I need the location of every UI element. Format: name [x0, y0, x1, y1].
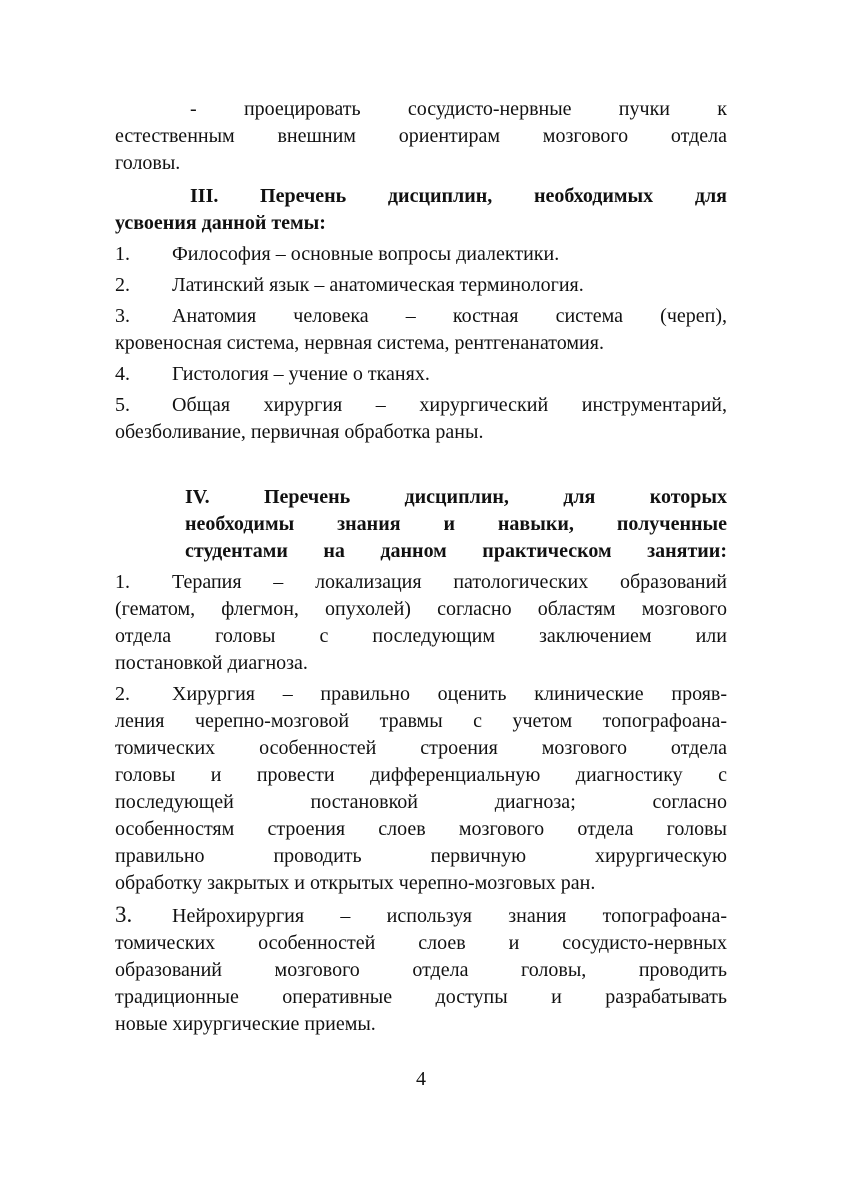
- list-item: [115, 241, 727, 268]
- item-line: отдела головы с последующим заключением или: [115, 625, 727, 647]
- section-3: [115, 183, 727, 446]
- document-page: [115, 96, 727, 1038]
- item-line: ления черепно-мозговой травмы с учетом топографоана-: [115, 710, 727, 732]
- section-4: [115, 484, 727, 1038]
- list-item: [115, 392, 727, 446]
- item-text: Философия – основные вопросы диалектики.: [172, 243, 560, 265]
- item-text: Нейрохирургия – используя знания топографоана-: [172, 905, 727, 927]
- intro-line-1: - проецировать сосудисто-нервные пучки к: [190, 98, 727, 120]
- item-number: 4.: [115, 363, 130, 385]
- item-number: 5.: [115, 394, 130, 416]
- section-4-list: [115, 569, 727, 1038]
- list-item: [115, 569, 727, 677]
- item-first-line: [115, 303, 727, 330]
- item-text: Гистология – учение о тканях.: [172, 363, 430, 385]
- list-item: [115, 303, 727, 357]
- section-3-list: [115, 241, 727, 446]
- intro-line-2: естественным внешним ориентирам мозгового отдела: [115, 125, 727, 147]
- item-first-line: [115, 901, 727, 930]
- item-first-line: [115, 272, 727, 299]
- item-number: 1.: [115, 571, 130, 593]
- list-item: [115, 361, 727, 388]
- section-4-heading-line-3: студентами на данном практическом занятии:: [185, 540, 727, 562]
- item-line: томических особенностей слоев и сосудисто-нервных: [115, 932, 727, 954]
- item-text: Хирургия – правильно оценить клинические прояв-: [172, 683, 727, 705]
- item-line: особенностям строения слоев мозгового отдела головы: [115, 818, 727, 840]
- item-number: 3.: [115, 902, 133, 927]
- item-number: 2.: [115, 683, 130, 705]
- item-line: новые хирургические приемы.: [115, 1013, 376, 1035]
- item-line: томических особенностей строения мозгового отдела: [115, 737, 727, 759]
- item-number: 3.: [115, 305, 130, 327]
- item-text: Латинский язык – анатомическая терминология.: [172, 274, 584, 296]
- section-4-heading-line-2: необходимы знания и навыки, полученные: [185, 513, 727, 535]
- item-text: Общая хирургия – хирургический инструментарий,: [172, 394, 727, 416]
- item-line: обработку закрытых и открытых черепно-мозговых ран.: [115, 872, 596, 894]
- item-line: головы и провести дифференциальную диагностику с: [115, 764, 727, 786]
- list-item: [115, 272, 727, 299]
- item-number: 2.: [115, 274, 130, 296]
- item-line: (гематом, флегмон, опухолей) согласно областям мозгового: [115, 598, 727, 620]
- list-item: [115, 681, 727, 897]
- page-number: 4: [416, 1068, 426, 1090]
- item-first-line: [115, 241, 727, 268]
- item-first-line: [115, 361, 727, 388]
- item-text: Анатомия человека – костная система (череп),: [172, 305, 727, 327]
- item-line: правильно проводить первичную хирургическую: [115, 845, 727, 867]
- item-number: 1.: [115, 243, 130, 265]
- item-first-line: [115, 392, 727, 419]
- item-line: постановкой диагноза.: [115, 652, 308, 674]
- item-line: образований мозгового отдела головы, проводить: [115, 959, 727, 981]
- item-first-line: [115, 569, 727, 596]
- section-3-heading-line-2: усвоения данной темы:: [115, 212, 326, 234]
- item-line: традиционные оперативные доступы и разрабатывать: [115, 986, 727, 1008]
- list-item: [115, 901, 727, 1038]
- item-line: последующей постановкой диагноза; согласно: [115, 791, 727, 813]
- intro-line-3: головы.: [115, 152, 181, 174]
- section-4-heading-line-1: IV. Перечень дисциплин, для которых: [185, 486, 727, 508]
- item-text: Терапия – локализация патологических образований: [172, 571, 727, 593]
- item-line: обезболивание, первичная обработка раны.: [115, 421, 484, 443]
- item-line: кровеносная система, нервная система, рентгенанатомия.: [115, 332, 604, 354]
- section-3-heading-line-1: III. Перечень дисциплин, необходимых для: [190, 185, 727, 207]
- item-first-line: [115, 681, 727, 708]
